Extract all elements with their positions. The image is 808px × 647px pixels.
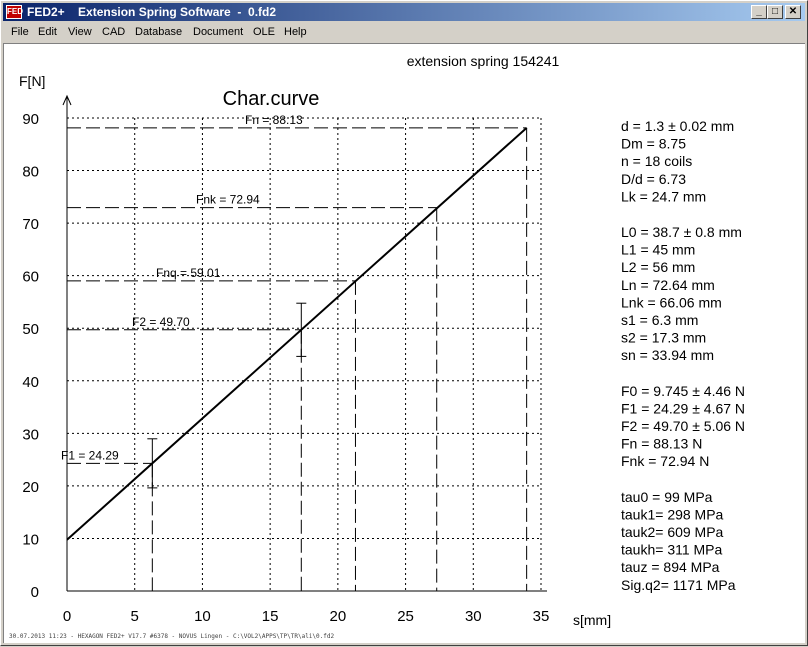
y-tick-label: 20 <box>22 478 39 496</box>
menu-help[interactable]: Help <box>284 26 307 38</box>
menu-view[interactable]: View <box>68 26 92 38</box>
spring-subtitle: extension spring 154241 <box>406 53 560 69</box>
x-tick-label: 15 <box>261 608 279 625</box>
maximize-button[interactable]: □ <box>767 5 783 19</box>
y-axis-label: F[N] <box>19 73 46 89</box>
parameter-line: L1 = 45 mm <box>621 241 696 258</box>
y-tick-label: 50 <box>22 321 39 339</box>
y-tick-label: 10 <box>22 531 39 549</box>
parameter-line: F0 = 9.745 ± 4.46 N <box>621 382 746 399</box>
marker-label: F1 = 24.29 <box>61 448 119 463</box>
parameter-line: s2 = 17.3 mm <box>621 329 707 346</box>
parameter-line: s1 = 6.3 mm <box>621 312 699 328</box>
menu-file[interactable]: File <box>11 26 29 38</box>
status-footer: 30.07.2013 11:23 - HEXAGON FED2+ V17.7 #6378 - NOVUS Lingen - C:\VOL2\APPS\TP\TR\ali\0.fd2 <box>9 633 335 640</box>
parameter-line: Fn = 88.13 N <box>621 435 703 452</box>
x-axis-label: s[mm] <box>573 612 612 628</box>
y-tick-label: 90 <box>22 111 39 128</box>
parameter-line: n = 18 coils <box>621 153 693 170</box>
parameter-line: tauz = 894 MPa <box>621 559 720 576</box>
parameter-line: Fnk = 72.94 N <box>621 453 710 470</box>
close-button[interactable]: ✕ <box>785 5 801 19</box>
characteristic-curve-chart <box>1 1 808 647</box>
parameter-line: d = 1.3 ± 0.02 mm <box>621 118 735 134</box>
x-tick-label: 30 <box>464 608 482 625</box>
menu-cad[interactable]: CAD <box>102 26 126 38</box>
parameter-line: Sig.q2= 1171 MPa <box>621 576 736 593</box>
menu-ole[interactable]: OLE <box>253 26 276 38</box>
marker-label: F2 = 49.70 <box>132 314 190 329</box>
menu-database[interactable]: Database <box>135 26 183 38</box>
parameter-line: Lk = 24.7 mm <box>621 188 707 205</box>
menu-document[interactable]: Document <box>193 26 244 38</box>
minimize-button[interactable]: _ <box>751 5 767 19</box>
parameter-line: Ln = 72.64 mm <box>621 276 715 293</box>
x-tick-label: 25 <box>397 608 414 625</box>
parameter-line: tauk1= 298 MPa <box>621 506 724 523</box>
parameter-line: taukh= 311 MPa <box>621 541 723 558</box>
parameter-line: L2 = 56 mm <box>621 259 696 276</box>
y-tick-label: 30 <box>22 426 39 444</box>
marker-label: Fnk = 72.94 <box>196 192 260 207</box>
marker-label: Fnq = 59.01 <box>156 265 221 280</box>
x-tick-label: 5 <box>130 608 139 625</box>
parameter-line: Lnk = 66.06 mm <box>621 294 722 311</box>
parameter-line: tauk2= 609 MPa <box>621 524 724 540</box>
x-tick-label: 20 <box>329 608 347 625</box>
y-tick-label: 0 <box>30 584 39 601</box>
menu-edit[interactable]: Edit <box>38 26 57 38</box>
characteristic-line <box>67 128 527 540</box>
x-tick-label: 0 <box>62 608 72 625</box>
y-tick-label: 80 <box>22 163 39 181</box>
x-tick-label: 10 <box>194 608 211 625</box>
y-tick-label: 60 <box>22 268 39 286</box>
fed-app-icon[interactable]: FED <box>6 5 22 19</box>
parameter-line: Dm = 8.75 <box>621 135 686 152</box>
parameter-line: F1 = 24.29 ± 4.67 N <box>621 400 746 417</box>
y-tick-label: 70 <box>22 216 39 234</box>
window-title: FED2+ Extension Spring Software - 0.fd2 <box>27 5 277 19</box>
chart-title: Char.curve <box>222 88 320 110</box>
marker-label: Fn = 88.13 <box>245 112 303 127</box>
parameter-line: F2 = 49.70 ± 5.06 N <box>621 418 746 434</box>
y-tick-label: 40 <box>22 373 39 391</box>
parameter-line: D/d = 6.73 <box>621 170 686 187</box>
parameter-line: tau0 = 99 MPa <box>621 488 713 505</box>
x-tick-label: 35 <box>532 608 550 625</box>
parameter-line: L0 = 38.7 ± 0.8 mm <box>621 224 742 240</box>
parameter-line: sn = 33.94 mm <box>621 347 714 364</box>
